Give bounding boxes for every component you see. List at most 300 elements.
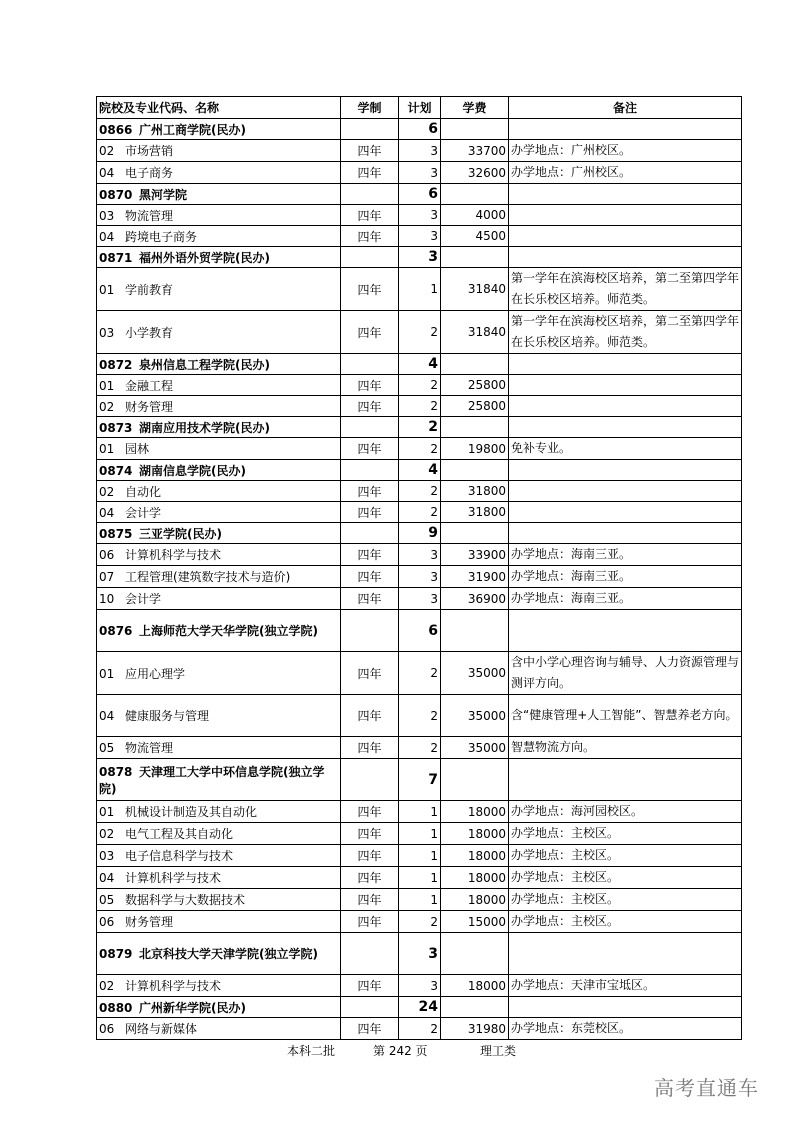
school-code: 0874 <box>99 463 133 478</box>
major-remarks-cell: 办学地点：海河园校区。 <box>509 801 742 823</box>
major-remarks-cell <box>509 481 742 502</box>
major-remarks-cell: 办学地点：主校区。 <box>509 889 742 911</box>
school-plan-cell: 6 <box>399 184 441 205</box>
major-plan-cell: 2 <box>399 502 441 523</box>
major-code: 04 <box>99 709 115 723</box>
major-row <box>97 889 742 911</box>
major-fee-cell: 32600 <box>441 162 509 184</box>
school-fee-cell <box>441 610 509 652</box>
school-remarks-cell <box>509 610 742 652</box>
school-duration-cell <box>341 933 399 975</box>
school-remarks-cell <box>509 933 742 975</box>
major-name-cell <box>97 1018 341 1040</box>
school-remarks-cell <box>509 119 742 140</box>
major-row <box>97 845 742 867</box>
major-name-cell <box>97 823 341 845</box>
school-row <box>97 417 742 438</box>
school-duration-cell <box>341 523 399 544</box>
school-name: 黑河学院 <box>139 187 188 202</box>
school-plan-cell: 24 <box>399 997 441 1018</box>
major-plan-cell: 2 <box>399 438 441 460</box>
major-remarks-cell: 办学地点：海南三亚。 <box>509 566 742 588</box>
school-duration-cell <box>341 119 399 140</box>
major-code: 07 <box>99 570 115 584</box>
major-remarks-cell: 免补专业。 <box>509 438 742 460</box>
major-remarks-cell: 第一学年在滨海校区培养，第二至第四学年在长乐校区培养。师范类。 <box>509 311 742 354</box>
school-name-cell <box>97 119 341 140</box>
major-name: 物流管理 <box>125 741 174 755</box>
school-row <box>97 523 742 544</box>
major-row <box>97 566 742 588</box>
major-fee-cell: 19800 <box>441 438 509 460</box>
school-remarks-cell <box>509 997 742 1018</box>
school-fee-cell <box>441 997 509 1018</box>
major-code: 01 <box>99 666 115 681</box>
major-name-cell <box>97 845 341 867</box>
major-name-cell <box>97 566 341 588</box>
major-fee-cell: 4500 <box>441 226 509 247</box>
header-remarks: 备注 <box>509 97 742 119</box>
major-remarks-cell: 含中小学心理咨询与辅导、人力资源管理与测评方向。 <box>509 652 742 695</box>
major-name: 物流管理 <box>125 208 174 223</box>
major-fee-cell: 35000 <box>441 695 509 737</box>
school-plan-cell: 9 <box>399 523 441 544</box>
major-duration-cell: 四年 <box>341 845 399 867</box>
major-remarks-cell <box>509 205 742 226</box>
major-name-cell <box>97 396 341 417</box>
major-duration-cell: 四年 <box>341 588 399 610</box>
major-plan-cell: 1 <box>399 867 441 889</box>
school-fee-cell <box>441 247 509 268</box>
school-code: 0880 <box>99 1000 133 1015</box>
major-name-cell <box>97 205 341 226</box>
major-remarks-cell: 办学地点：主校区。 <box>509 845 742 867</box>
school-name-cell <box>97 997 341 1018</box>
major-fee-cell: 15000 <box>441 911 509 933</box>
major-duration-cell: 四年 <box>341 481 399 502</box>
major-row <box>97 801 742 823</box>
major-name-cell <box>97 737 341 759</box>
major-remarks-cell: 办学地点：广州校区。 <box>509 162 742 184</box>
school-code: 0878 <box>99 764 133 779</box>
major-code: 01 <box>99 805 115 819</box>
major-code: 04 <box>99 505 115 520</box>
major-name: 会计学 <box>125 505 162 520</box>
major-remarks-cell <box>509 396 742 417</box>
school-code: 0870 <box>99 187 133 202</box>
major-name: 工程管理(建筑数字技术与造价) <box>125 570 291 584</box>
major-name: 跨境电子商务 <box>125 229 198 244</box>
major-plan-cell: 2 <box>399 481 441 502</box>
school-fee-cell <box>441 933 509 975</box>
major-name-cell <box>97 695 341 737</box>
footer-category: 理工类 <box>480 1044 517 1058</box>
school-row <box>97 933 742 975</box>
major-row <box>97 375 742 396</box>
school-row <box>97 354 742 375</box>
school-name: 广州新华学院(民办) <box>139 1000 246 1015</box>
major-row <box>97 205 742 226</box>
major-name: 电气工程及其自动化 <box>125 827 234 841</box>
major-remarks-cell: 办学地点：主校区。 <box>509 867 742 889</box>
major-name-cell <box>97 140 341 162</box>
major-name-cell <box>97 801 341 823</box>
major-row <box>97 140 742 162</box>
header-plan: 计划 <box>399 97 441 119</box>
major-duration-cell: 四年 <box>341 140 399 162</box>
major-name-cell <box>97 588 341 610</box>
major-duration-cell: 四年 <box>341 544 399 566</box>
school-fee-cell <box>441 759 509 801</box>
major-row <box>97 311 742 354</box>
major-duration-cell: 四年 <box>341 737 399 759</box>
major-name-cell <box>97 867 341 889</box>
major-plan-cell: 3 <box>399 544 441 566</box>
major-row <box>97 226 742 247</box>
major-name-cell <box>97 544 341 566</box>
school-code: 0879 <box>99 947 133 961</box>
school-code: 0876 <box>99 624 133 638</box>
major-code: 05 <box>99 741 115 755</box>
school-plan-cell: 4 <box>399 460 441 481</box>
major-row <box>97 588 742 610</box>
major-name: 机械设计制造及其自动化 <box>125 805 258 819</box>
major-row <box>97 975 742 997</box>
major-name: 市场营销 <box>125 144 174 158</box>
major-name: 健康服务与管理 <box>125 709 210 723</box>
major-remarks-cell: 第一学年在滨海校区培养，第二至第四学年在长乐校区培养。师范类。 <box>509 268 742 311</box>
major-name-cell <box>97 481 341 502</box>
school-name-cell <box>97 184 341 205</box>
school-code: 0875 <box>99 526 133 541</box>
major-row <box>97 544 742 566</box>
school-duration-cell <box>341 184 399 205</box>
major-name: 金融工程 <box>125 378 174 393</box>
school-plan-cell: 6 <box>399 119 441 140</box>
footer-batch: 本科二批 <box>287 1044 336 1058</box>
major-row <box>97 438 742 460</box>
major-name: 应用心理学 <box>125 666 186 681</box>
school-remarks-cell <box>509 354 742 375</box>
school-plan-cell: 2 <box>399 417 441 438</box>
major-duration-cell: 四年 <box>341 911 399 933</box>
major-row <box>97 268 742 311</box>
major-row <box>97 1018 742 1040</box>
major-remarks-cell: 办学地点：天津市宝坻区。 <box>509 975 742 997</box>
major-name: 网络与新媒体 <box>125 1022 198 1036</box>
school-remarks-cell <box>509 247 742 268</box>
major-plan-cell: 3 <box>399 975 441 997</box>
major-plan-cell: 3 <box>399 226 441 247</box>
major-name: 园林 <box>125 442 150 456</box>
school-name-cell <box>97 933 341 975</box>
major-fee-cell: 18000 <box>441 975 509 997</box>
major-name-cell <box>97 375 341 396</box>
major-row <box>97 162 742 184</box>
major-plan-cell: 3 <box>399 140 441 162</box>
school-name-cell <box>97 523 341 544</box>
major-fee-cell: 31840 <box>441 311 509 354</box>
major-duration-cell: 四年 <box>341 975 399 997</box>
major-name-cell <box>97 268 341 311</box>
major-code: 01 <box>99 282 115 297</box>
major-remarks-cell <box>509 502 742 523</box>
major-code: 02 <box>99 979 115 993</box>
major-row <box>97 911 742 933</box>
major-code: 04 <box>99 871 115 885</box>
major-duration-cell: 四年 <box>341 226 399 247</box>
major-fee-cell: 31980 <box>441 1018 509 1040</box>
major-code: 04 <box>99 229 115 244</box>
major-name-cell <box>97 911 341 933</box>
major-row <box>97 481 742 502</box>
major-plan-cell: 2 <box>399 652 441 695</box>
major-remarks-cell <box>509 375 742 396</box>
major-name: 财务管理 <box>125 915 174 929</box>
school-plan-cell: 3 <box>399 933 441 975</box>
major-name: 学前教育 <box>125 282 174 297</box>
major-code: 02 <box>99 144 115 158</box>
school-name: 上海师范大学天华学院(独立学院) <box>139 624 318 638</box>
major-plan-cell: 2 <box>399 1018 441 1040</box>
major-name-cell <box>97 975 341 997</box>
major-name: 电子商务 <box>125 166 174 180</box>
school-code: 0871 <box>99 250 133 265</box>
major-plan-cell: 1 <box>399 845 441 867</box>
school-duration-cell <box>341 247 399 268</box>
major-fee-cell: 18000 <box>441 801 509 823</box>
major-code: 03 <box>99 849 115 863</box>
school-duration-cell <box>341 354 399 375</box>
major-duration-cell: 四年 <box>341 438 399 460</box>
major-duration-cell: 四年 <box>341 375 399 396</box>
major-remarks-cell <box>509 226 742 247</box>
major-code: 05 <box>99 893 115 907</box>
major-fee-cell: 31800 <box>441 481 509 502</box>
major-row <box>97 867 742 889</box>
school-fee-cell <box>441 460 509 481</box>
school-remarks-cell <box>509 523 742 544</box>
major-code: 06 <box>99 1022 115 1036</box>
major-code: 10 <box>99 592 115 606</box>
major-duration-cell: 四年 <box>341 268 399 311</box>
major-name-cell <box>97 889 341 911</box>
school-duration-cell <box>341 759 399 801</box>
major-code: 01 <box>99 378 115 393</box>
major-duration-cell: 四年 <box>341 502 399 523</box>
major-plan-cell: 3 <box>399 566 441 588</box>
school-name: 福州外语外贸学院(民办) <box>139 250 270 265</box>
major-name: 计算机科学与技术 <box>125 871 222 885</box>
major-name: 小学教育 <box>125 325 174 340</box>
school-fee-cell <box>441 417 509 438</box>
header-duration: 学制 <box>341 97 399 119</box>
major-code: 06 <box>99 915 115 929</box>
major-fee-cell: 35000 <box>441 737 509 759</box>
school-fee-cell <box>441 523 509 544</box>
major-duration-cell: 四年 <box>341 311 399 354</box>
major-code: 01 <box>99 442 115 456</box>
major-duration-cell: 四年 <box>341 695 399 737</box>
major-remarks-cell: 办学地点：海南三亚。 <box>509 544 742 566</box>
school-code: 0872 <box>99 357 133 372</box>
major-name: 计算机科学与技术 <box>125 548 222 562</box>
school-plan-cell: 6 <box>399 610 441 652</box>
major-name: 数据科学与大数据技术 <box>125 893 246 907</box>
major-name-cell <box>97 226 341 247</box>
school-remarks-cell <box>509 460 742 481</box>
school-row <box>97 610 742 652</box>
school-plan-cell: 4 <box>399 354 441 375</box>
major-remarks-cell: 智慧物流方向。 <box>509 737 742 759</box>
school-name-cell <box>97 247 341 268</box>
major-fee-cell: 25800 <box>441 396 509 417</box>
school-code: 0873 <box>99 420 133 435</box>
major-fee-cell: 31900 <box>441 566 509 588</box>
major-fee-cell: 33700 <box>441 140 509 162</box>
major-name: 电子信息科学与技术 <box>125 849 234 863</box>
major-fee-cell: 18000 <box>441 823 509 845</box>
major-code: 06 <box>99 548 115 562</box>
header-fee: 学费 <box>441 97 509 119</box>
major-row <box>97 396 742 417</box>
school-row <box>97 119 742 140</box>
school-row <box>97 759 742 801</box>
school-remarks-cell <box>509 184 742 205</box>
major-plan-cell: 3 <box>399 588 441 610</box>
school-row <box>97 997 742 1018</box>
major-row <box>97 737 742 759</box>
school-name: 北京科技大学天津学院(独立学院) <box>139 947 318 961</box>
major-name-cell <box>97 652 341 695</box>
major-code: 03 <box>99 208 115 223</box>
school-plan-cell: 7 <box>399 759 441 801</box>
footer-page-number: 第 242 页 <box>373 1044 428 1058</box>
major-code: 04 <box>99 166 115 180</box>
major-fee-cell: 33900 <box>441 544 509 566</box>
major-name-cell <box>97 311 341 354</box>
major-plan-cell: 2 <box>399 375 441 396</box>
major-duration-cell: 四年 <box>341 162 399 184</box>
school-name-cell <box>97 417 341 438</box>
school-fee-cell <box>441 184 509 205</box>
major-remarks-cell: 办学地点：主校区。 <box>509 911 742 933</box>
major-remarks-cell: 含“健康管理+人工智能”、智慧养老方向。 <box>509 695 742 737</box>
school-name-cell <box>97 354 341 375</box>
major-name: 计算机科学与技术 <box>125 979 222 993</box>
major-duration-cell: 四年 <box>341 652 399 695</box>
major-duration-cell: 四年 <box>341 396 399 417</box>
major-fee-cell: 35000 <box>441 652 509 695</box>
major-plan-cell: 1 <box>399 268 441 311</box>
school-row <box>97 247 742 268</box>
school-name-cell <box>97 759 341 801</box>
school-name-cell <box>97 610 341 652</box>
major-code: 02 <box>99 399 115 414</box>
school-remarks-cell <box>509 759 742 801</box>
school-name-cell <box>97 460 341 481</box>
major-code: 02 <box>99 484 115 499</box>
major-plan-cell: 1 <box>399 889 441 911</box>
major-duration-cell: 四年 <box>341 867 399 889</box>
major-plan-cell: 1 <box>399 823 441 845</box>
major-fee-cell: 18000 <box>441 845 509 867</box>
major-fee-cell: 18000 <box>441 867 509 889</box>
school-remarks-cell <box>509 417 742 438</box>
major-plan-cell: 2 <box>399 695 441 737</box>
school-name: 天津理工大学中环信息学院(独立学院) <box>99 764 325 796</box>
school-duration-cell <box>341 460 399 481</box>
major-duration-cell: 四年 <box>341 889 399 911</box>
watermark-logo-text: 高考直通车 <box>654 1076 759 1100</box>
major-row <box>97 695 742 737</box>
major-plan-cell: 3 <box>399 205 441 226</box>
major-duration-cell: 四年 <box>341 823 399 845</box>
table-body <box>97 119 742 1040</box>
major-name-cell <box>97 502 341 523</box>
major-plan-cell: 3 <box>399 162 441 184</box>
major-code: 02 <box>99 827 115 841</box>
major-remarks-cell: 办学地点：东莞校区。 <box>509 1018 742 1040</box>
school-name: 湖南信息学院(民办) <box>139 463 246 478</box>
major-name: 自动化 <box>125 484 162 499</box>
major-plan-cell: 2 <box>399 396 441 417</box>
table-header-row <box>97 97 742 119</box>
school-name: 湖南应用技术学院(民办) <box>139 420 270 435</box>
major-fee-cell: 31840 <box>441 268 509 311</box>
school-name: 广州工商学院(民办) <box>139 122 246 137</box>
major-fee-cell: 25800 <box>441 375 509 396</box>
major-remarks-cell: 办学地点：海南三亚。 <box>509 588 742 610</box>
major-fee-cell: 18000 <box>441 889 509 911</box>
major-duration-cell: 四年 <box>341 1018 399 1040</box>
major-name-cell <box>97 162 341 184</box>
major-row <box>97 502 742 523</box>
major-duration-cell: 四年 <box>341 205 399 226</box>
major-remarks-cell: 办学地点：广州校区。 <box>509 140 742 162</box>
school-duration-cell <box>341 610 399 652</box>
major-plan-cell: 2 <box>399 911 441 933</box>
school-fee-cell <box>441 354 509 375</box>
school-code: 0866 <box>99 122 133 137</box>
major-plan-cell: 2 <box>399 311 441 354</box>
major-name: 会计学 <box>125 592 162 606</box>
school-plan-cell: 3 <box>399 247 441 268</box>
major-duration-cell: 四年 <box>341 566 399 588</box>
major-row <box>97 823 742 845</box>
major-fee-cell: 36900 <box>441 588 509 610</box>
school-duration-cell <box>341 997 399 1018</box>
header-school-major: 院校及专业代码、名称 <box>97 97 341 119</box>
major-fee-cell: 4000 <box>441 205 509 226</box>
school-name: 泉州信息工程学院(民办) <box>139 357 270 372</box>
major-fee-cell: 31800 <box>441 502 509 523</box>
school-duration-cell <box>341 417 399 438</box>
major-name: 财务管理 <box>125 399 174 414</box>
major-plan-cell: 2 <box>399 737 441 759</box>
major-duration-cell: 四年 <box>341 801 399 823</box>
major-name-cell <box>97 438 341 460</box>
school-fee-cell <box>441 119 509 140</box>
major-code: 03 <box>99 325 115 340</box>
admissions-table <box>96 96 742 1040</box>
major-row <box>97 652 742 695</box>
school-name: 三亚学院(民办) <box>139 526 222 541</box>
major-remarks-cell: 办学地点：主校区。 <box>509 823 742 845</box>
major-plan-cell: 1 <box>399 801 441 823</box>
school-row <box>97 184 742 205</box>
school-row <box>97 460 742 481</box>
